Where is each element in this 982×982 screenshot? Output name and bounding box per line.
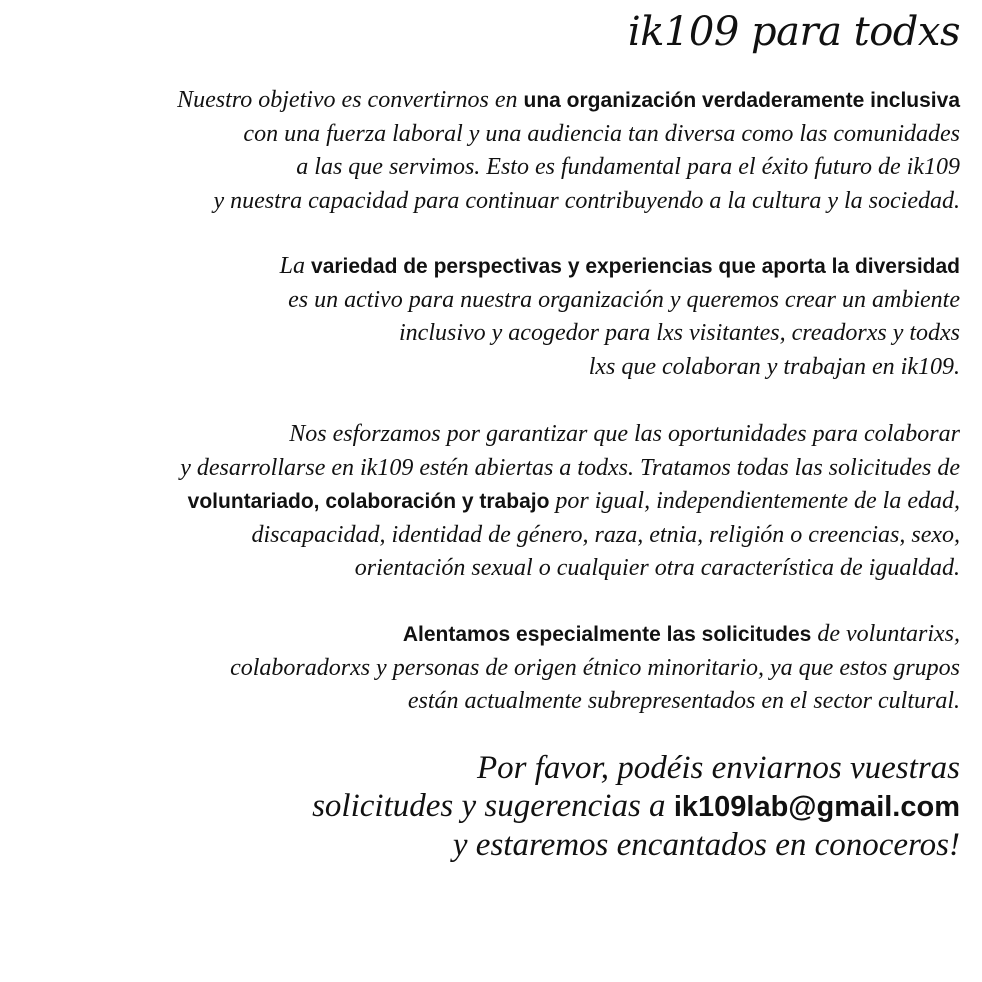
page-title: ik109 para todxs <box>627 9 960 55</box>
text-line <box>177 84 960 118</box>
text-line <box>280 284 960 318</box>
paragraph-diversity <box>280 250 960 384</box>
text-span: Nos esforzamos por garantizar que las oportunidades para colaborar <box>289 421 960 447</box>
text-line <box>280 317 960 351</box>
bold-text-span: variedad de perspectivas y experiencias que aporta la diversidad <box>311 255 960 278</box>
text-span: Por favor, podéis enviarnos vuestras <box>476 750 960 786</box>
text-span: y desarrollarse en ik109 estén abiertas a todxs. Tratamos todas las solicitudes de <box>180 454 960 481</box>
paragraph-encouragement <box>230 618 960 719</box>
text-span: La <box>279 253 312 279</box>
text-line <box>312 749 960 787</box>
paragraph-contact <box>312 749 960 864</box>
text-line <box>177 185 960 219</box>
text-span: inclusivo y acogedor para lxs visitantes, creadorxs y todxs <box>399 320 960 346</box>
text-span: solicitudes y sugerencias a <box>312 788 674 824</box>
text-span: con una fuerza laboral y una audiencia tan diversa como las comunidades <box>243 120 960 147</box>
text-line <box>230 685 960 719</box>
bold-text-span: voluntariado, colaboración y trabajo <box>187 490 550 513</box>
bold-text-span: Alentamos especialmente las solicitudes <box>402 623 812 646</box>
text-line <box>180 519 960 553</box>
bold-text-span: una organización verdaderamente inclusiva <box>523 89 960 112</box>
text-line <box>230 618 960 652</box>
text-span: discapacidad, identidad de género, raza, etnia, religión o creencias, sexo, <box>251 521 960 548</box>
text-span: y nuestra capacidad para continuar contribuyendo a la cultura y la sociedad. <box>213 187 960 214</box>
text-span: es un activo para nuestra organización y queremos crear un ambiente <box>288 286 960 313</box>
paragraph-opportunities <box>180 418 960 586</box>
text-line <box>280 351 960 385</box>
text-line <box>180 485 960 519</box>
text-line <box>180 552 960 586</box>
text-span: están actualmente subrepresentados en el sector cultural. <box>407 688 960 714</box>
text-span: a las que servimos. Esto es fundamental para el éxito futuro de ik109 <box>296 154 960 180</box>
text-span: lxs que colaboran y trabajan en ik109. <box>588 353 960 380</box>
text-line <box>177 151 960 185</box>
text-line <box>180 452 960 486</box>
text-span: Nuestro objetivo es convertirnos en <box>177 87 524 113</box>
text-line <box>280 250 960 284</box>
text-line <box>230 652 960 686</box>
text-span: colaboradorxs y personas de origen étnico minoritario, ya que estos grupos <box>230 654 960 681</box>
text-span: y estaremos encantados en conoceros! <box>452 827 960 863</box>
contact-email[interactable]: ik109lab@gmail.com <box>673 791 960 823</box>
text-line <box>180 418 960 452</box>
text-span: de voluntarixs, <box>811 621 960 647</box>
text-line <box>177 118 960 152</box>
text-line <box>312 826 960 864</box>
text-span: orientación sexual o cualquier otra característica de igualdad. <box>354 555 960 581</box>
paragraph-objective <box>177 84 960 218</box>
text-line <box>312 787 960 826</box>
text-span: por igual, independientemente de la edad, <box>549 488 960 514</box>
